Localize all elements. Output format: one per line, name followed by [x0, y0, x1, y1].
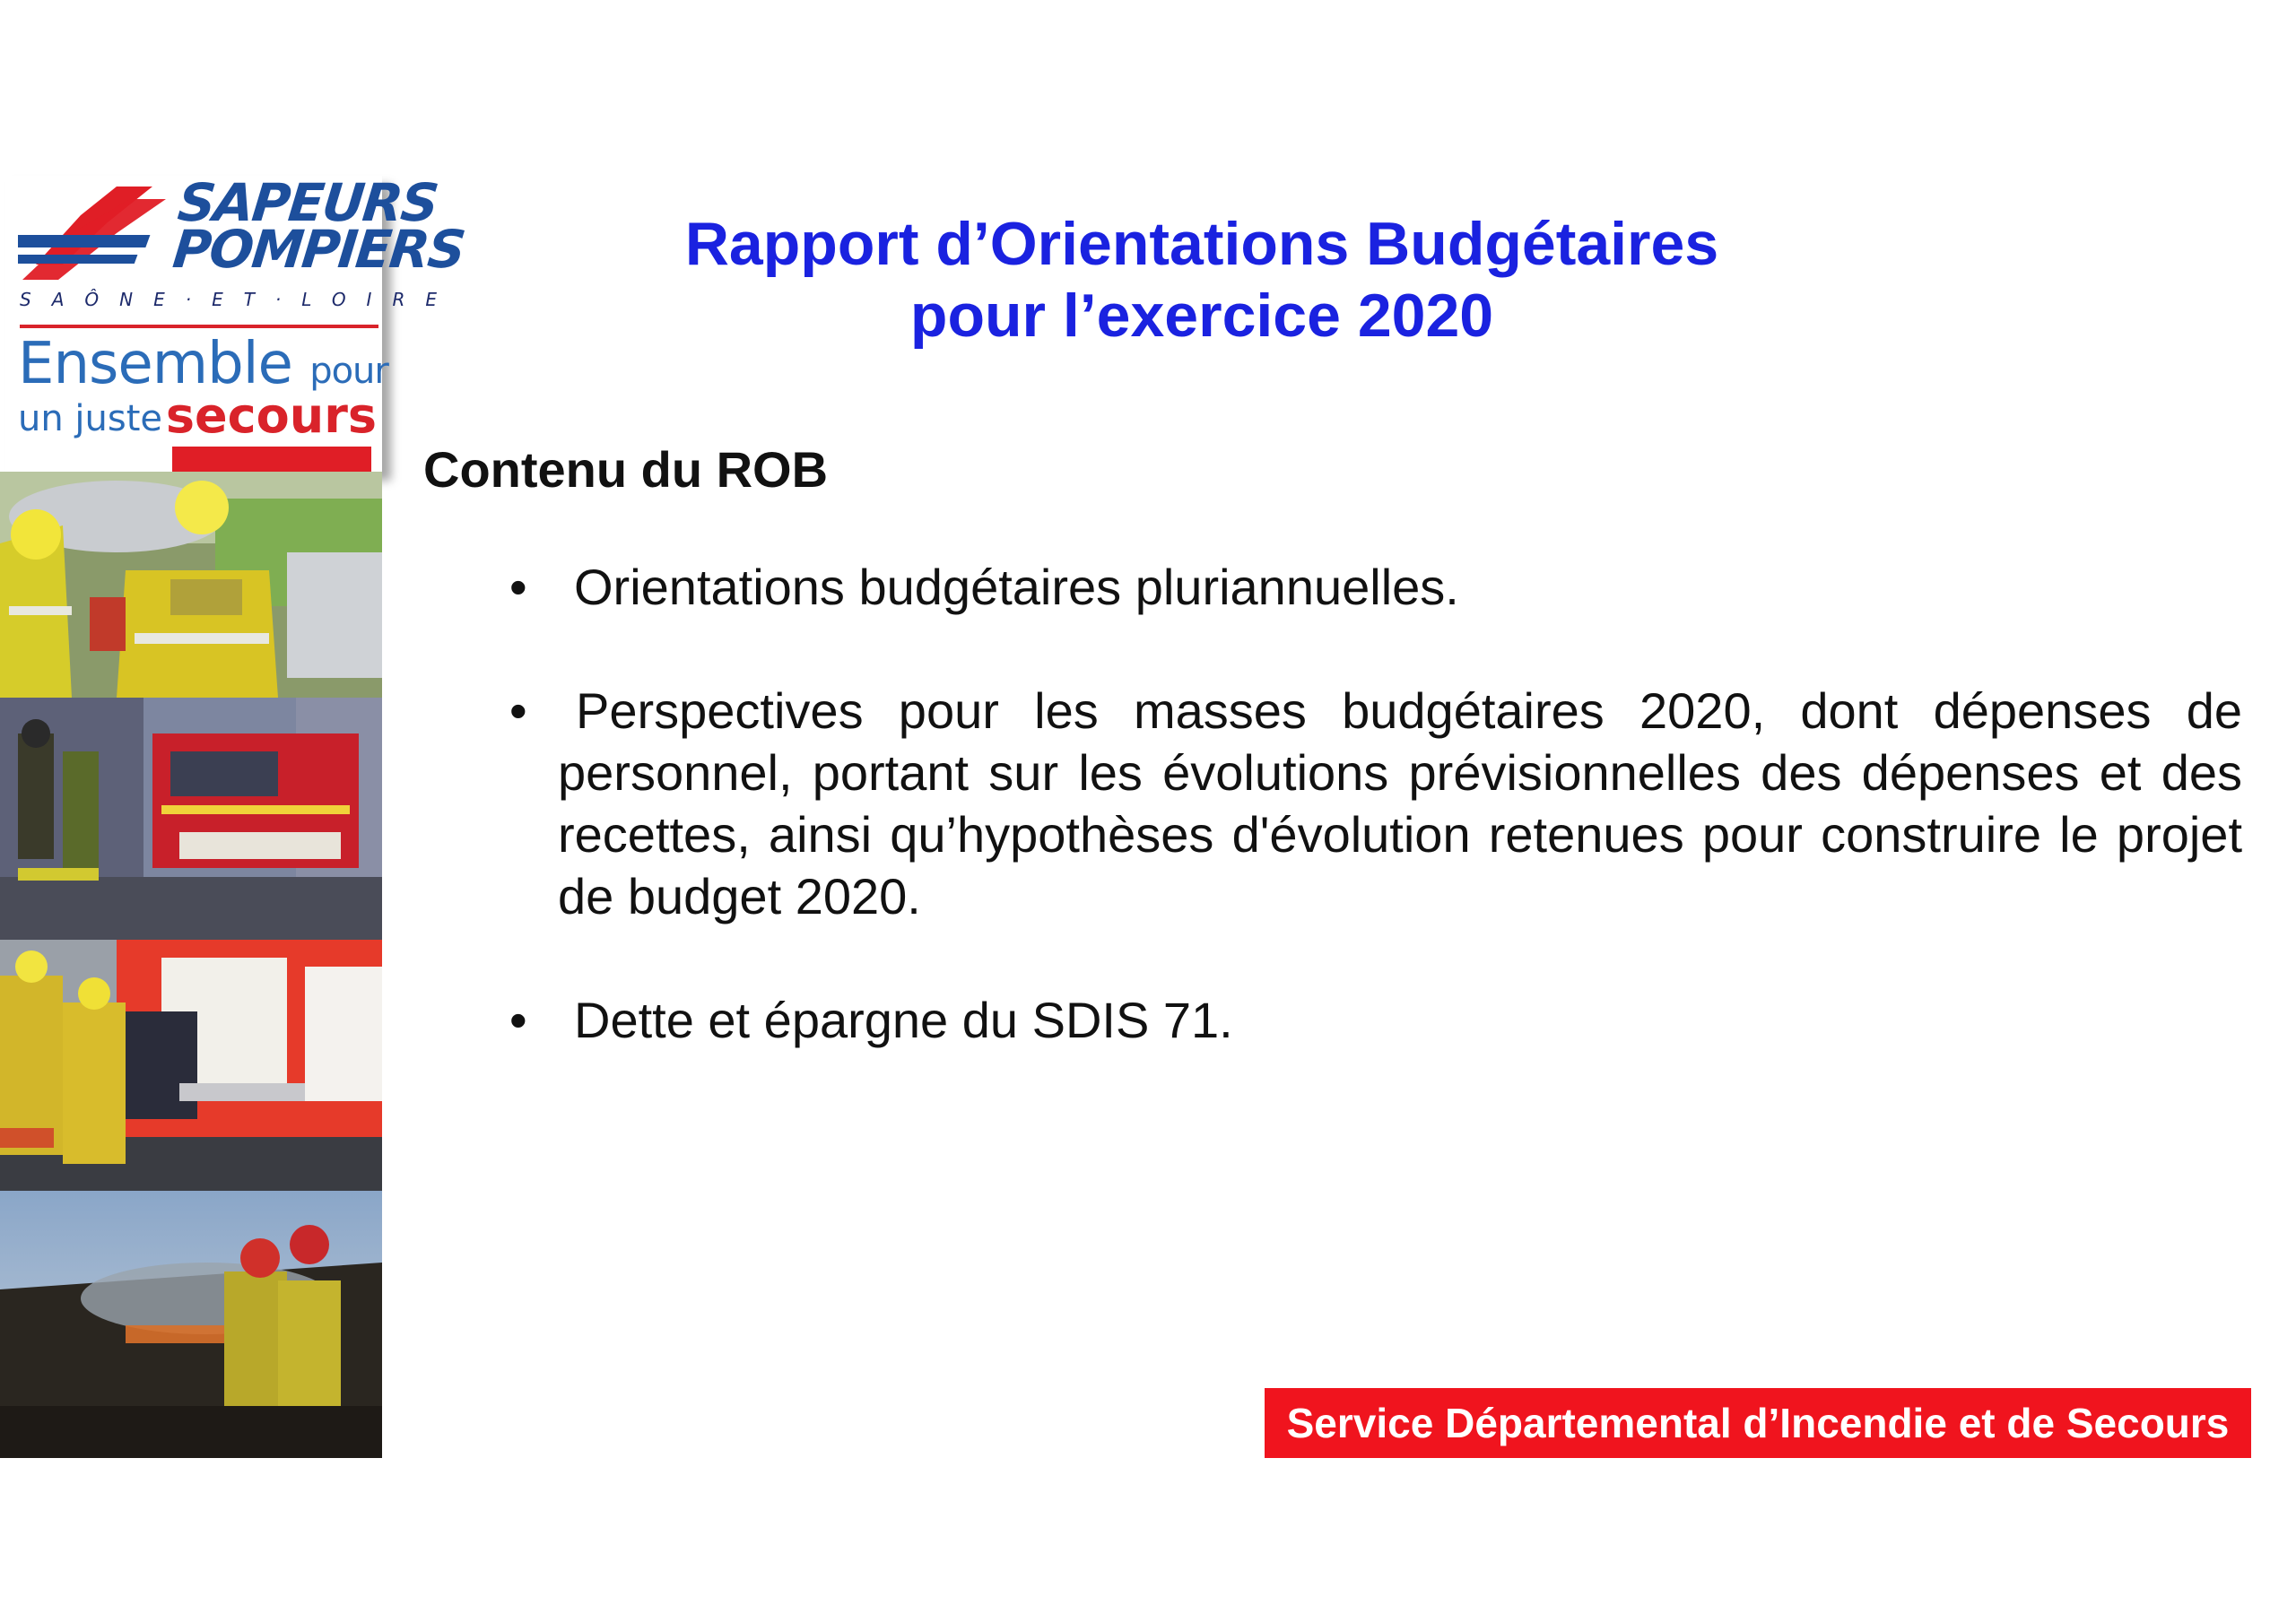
bullet-list — [502, 556, 2242, 1113]
list-item — [502, 556, 2242, 618]
section-heading: Contenu du ROB — [423, 441, 829, 498]
footer-banner: Service Départemental d’Incendie et de Secours — [1265, 1388, 2251, 1458]
sdis-logo — [5, 172, 467, 472]
slide-title-line2: pour l’exercice 2020 — [909, 282, 1494, 350]
flame-stripes-icon — [18, 179, 170, 287]
logo-red-bar — [172, 447, 371, 472]
photo-rescue — [0, 472, 382, 698]
logo-tagline-word3: un juste — [18, 398, 163, 439]
bullet-text: Perspectives pour les masses budgétaires 2020, dont dépenses de personnel, portant sur les évolutions prévisionnelles des dépenses et des recettes, ainsi qu’hypothèses d'évolution retenues pour construire le projet de budget 2020. — [558, 682, 2242, 924]
logo-department: SAÔNE·ET·LOIRE — [20, 289, 457, 310]
bullet-text: Dette et épargne du SDIS 71. — [574, 992, 1233, 1048]
photo-wildfire — [0, 1191, 382, 1458]
slide-title-line1: Rapport d’Orientations Budgétaires — [684, 210, 1719, 278]
bullet-text: Orientations budgétaires pluriannuelles. — [574, 559, 1459, 615]
logo-tagline-word2: pour — [309, 351, 388, 392]
logo-brand-line1: SAPEURS — [175, 172, 440, 233]
list-item — [502, 680, 2242, 927]
photo-firetruck — [0, 698, 382, 940]
photo-ambulance — [0, 940, 382, 1191]
logo-tagline-word1: Ensemble — [18, 331, 292, 397]
bullet-icon: • — [509, 559, 527, 615]
logo-brand-text — [170, 172, 467, 280]
logo-divider — [20, 325, 378, 328]
bullet-icon: • — [509, 682, 527, 739]
photo-strip — [0, 472, 382, 1458]
list-item — [502, 989, 2242, 1051]
logo-brand-line2: POMPIERS — [170, 219, 467, 280]
logo-tagline-word4: secours — [165, 387, 377, 444]
bullet-icon: • — [509, 992, 527, 1048]
